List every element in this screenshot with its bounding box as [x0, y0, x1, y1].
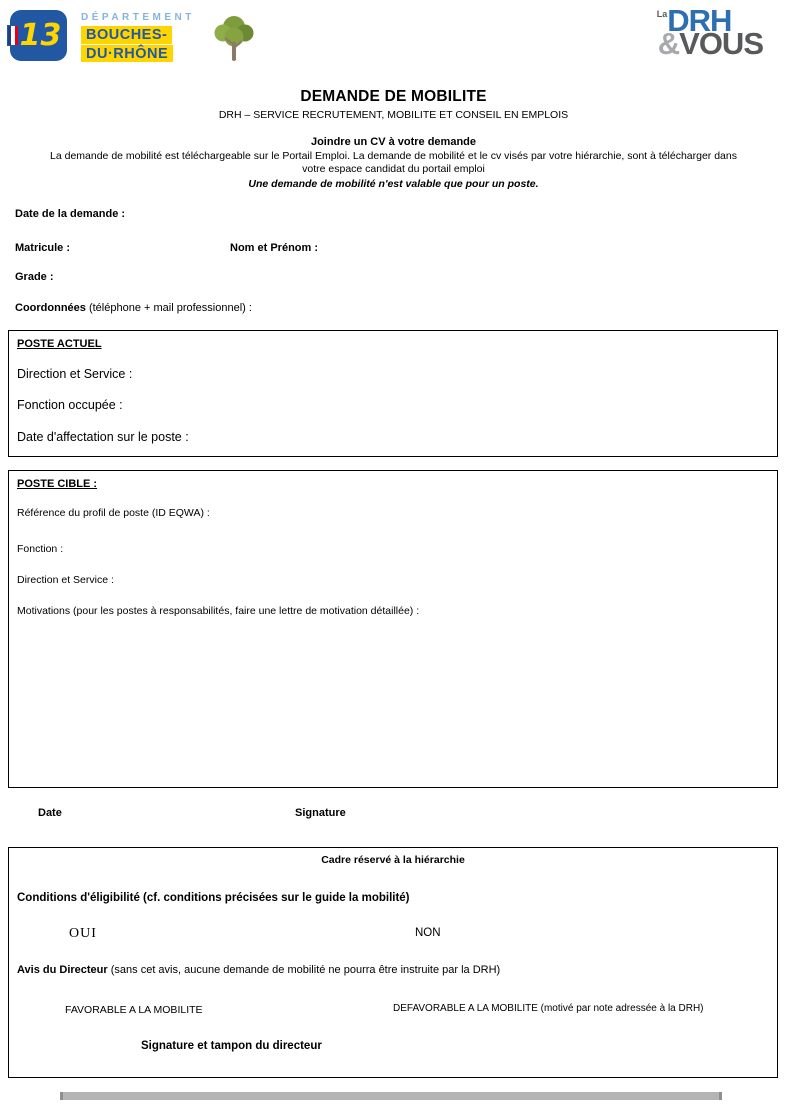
departement-label: DÉPARTEMENT: [81, 12, 195, 23]
cv-note: Joindre un CV à votre demande: [310, 136, 477, 148]
drh-logo-line2: [657, 26, 763, 62]
favorable-option: FAVORABLE A LA MOBILITE: [65, 1004, 203, 1016]
field-nom-prenom: Nom et Prénom :: [230, 242, 319, 254]
conditions-eligibilite-label: Conditions d'éligibilité (cf. conditions précisées sur le guide la mobilité): [17, 892, 410, 904]
poste-cible-title: POSTE CIBLE :: [17, 478, 98, 490]
signature-tampon-label: Signature et tampon du directeur: [141, 1040, 322, 1052]
title-block: [0, 88, 787, 190]
poste-cible-fonction: Fonction :: [17, 543, 64, 555]
drh-vous-label: VOUS: [679, 26, 763, 62]
identity-fields: [15, 208, 772, 314]
departement-wordmark: [81, 12, 195, 62]
field-matricule: Matricule :: [15, 242, 71, 254]
poste-actuel-title: POSTE ACTUEL: [17, 338, 102, 350]
avis-directeur-label: [17, 964, 769, 976]
defavorable-option: DEFAVORABLE A LA MOBILITE (motivé par note adressée à la DRH): [393, 1003, 704, 1014]
drh-label: DRH: [667, 3, 732, 38]
poste-actuel-date-affectation: Date d'affectation sur le poste :: [17, 430, 189, 444]
non-option: NON: [415, 927, 441, 939]
page-title: DEMANDE DE MOBILITE: [300, 88, 487, 105]
departement-logo: [10, 10, 257, 69]
signature-label: Signature: [295, 807, 346, 819]
field-coordonnees: [15, 302, 772, 314]
poste-cible-box: [8, 470, 778, 788]
validity-note: Une demande de mobilité n'est valable que pour un poste.: [248, 178, 539, 191]
poste-actuel-direction: Direction et Service :: [17, 367, 133, 381]
header: [0, 0, 787, 78]
field-coordonnees-label: Coordonnées: [15, 302, 86, 314]
poste-actuel-box: [8, 330, 778, 457]
oui-option: OUI: [69, 926, 97, 941]
hierarchie-box: [8, 847, 778, 1078]
avis-directeur-bold: Avis du Directeur: [17, 964, 108, 976]
page-subtitle: DRH – SERVICE RECRUTEMENT, MOBILITE ET CONSEIL EN EMPLOIS: [218, 109, 569, 121]
avis-directeur-detail: (sans cet avis, aucune demande de mobilité ne pourra être instruite par la DRH): [107, 964, 501, 976]
field-date-demande: Date de la demande :: [15, 208, 126, 220]
poste-cible-motivations: Motivations (pour les postes à responsabilités, faire une lettre de motivation détaillée) :: [17, 605, 420, 617]
field-matricule-row: [15, 242, 772, 254]
poste-cible-reference: Référence du profil de poste (ID EQWA) :: [17, 507, 210, 519]
poste-cible-direction: Direction et Service :: [17, 574, 114, 586]
drh-la-label: La: [656, 9, 668, 19]
bouches-label: BOUCHES-: [81, 26, 172, 44]
field-coordonnees-detail: (téléphone + mail professionnel) :: [85, 302, 252, 314]
french-flag-icon: [7, 25, 19, 46]
logo-13-icon: [10, 10, 67, 61]
drh-ampersand: &: [657, 26, 680, 62]
field-grade: Grade :: [15, 271, 54, 283]
page-break-bar: [60, 1092, 722, 1100]
du-rhone-label: DU·RHÔNE: [81, 45, 173, 63]
favorable-row: [17, 1003, 769, 1017]
date-label: Date: [38, 807, 62, 819]
download-note: La demande de mobilité est téléchargeable sur le Portail Emploi. La demande de mobilité et le cv visés par votre hiérarchie, sont à télécharger dans votre espace candidat du portail emploi: [50, 150, 737, 176]
poste-actuel-fonction: Fonction occupée :: [17, 398, 123, 412]
tree-icon: [211, 12, 257, 69]
logo-13-number: 13: [19, 18, 62, 53]
oui-non-row: [17, 926, 769, 942]
drh-logo: [656, 3, 763, 62]
hierarchie-title: Cadre réservé à la hiérarchie: [321, 854, 465, 866]
